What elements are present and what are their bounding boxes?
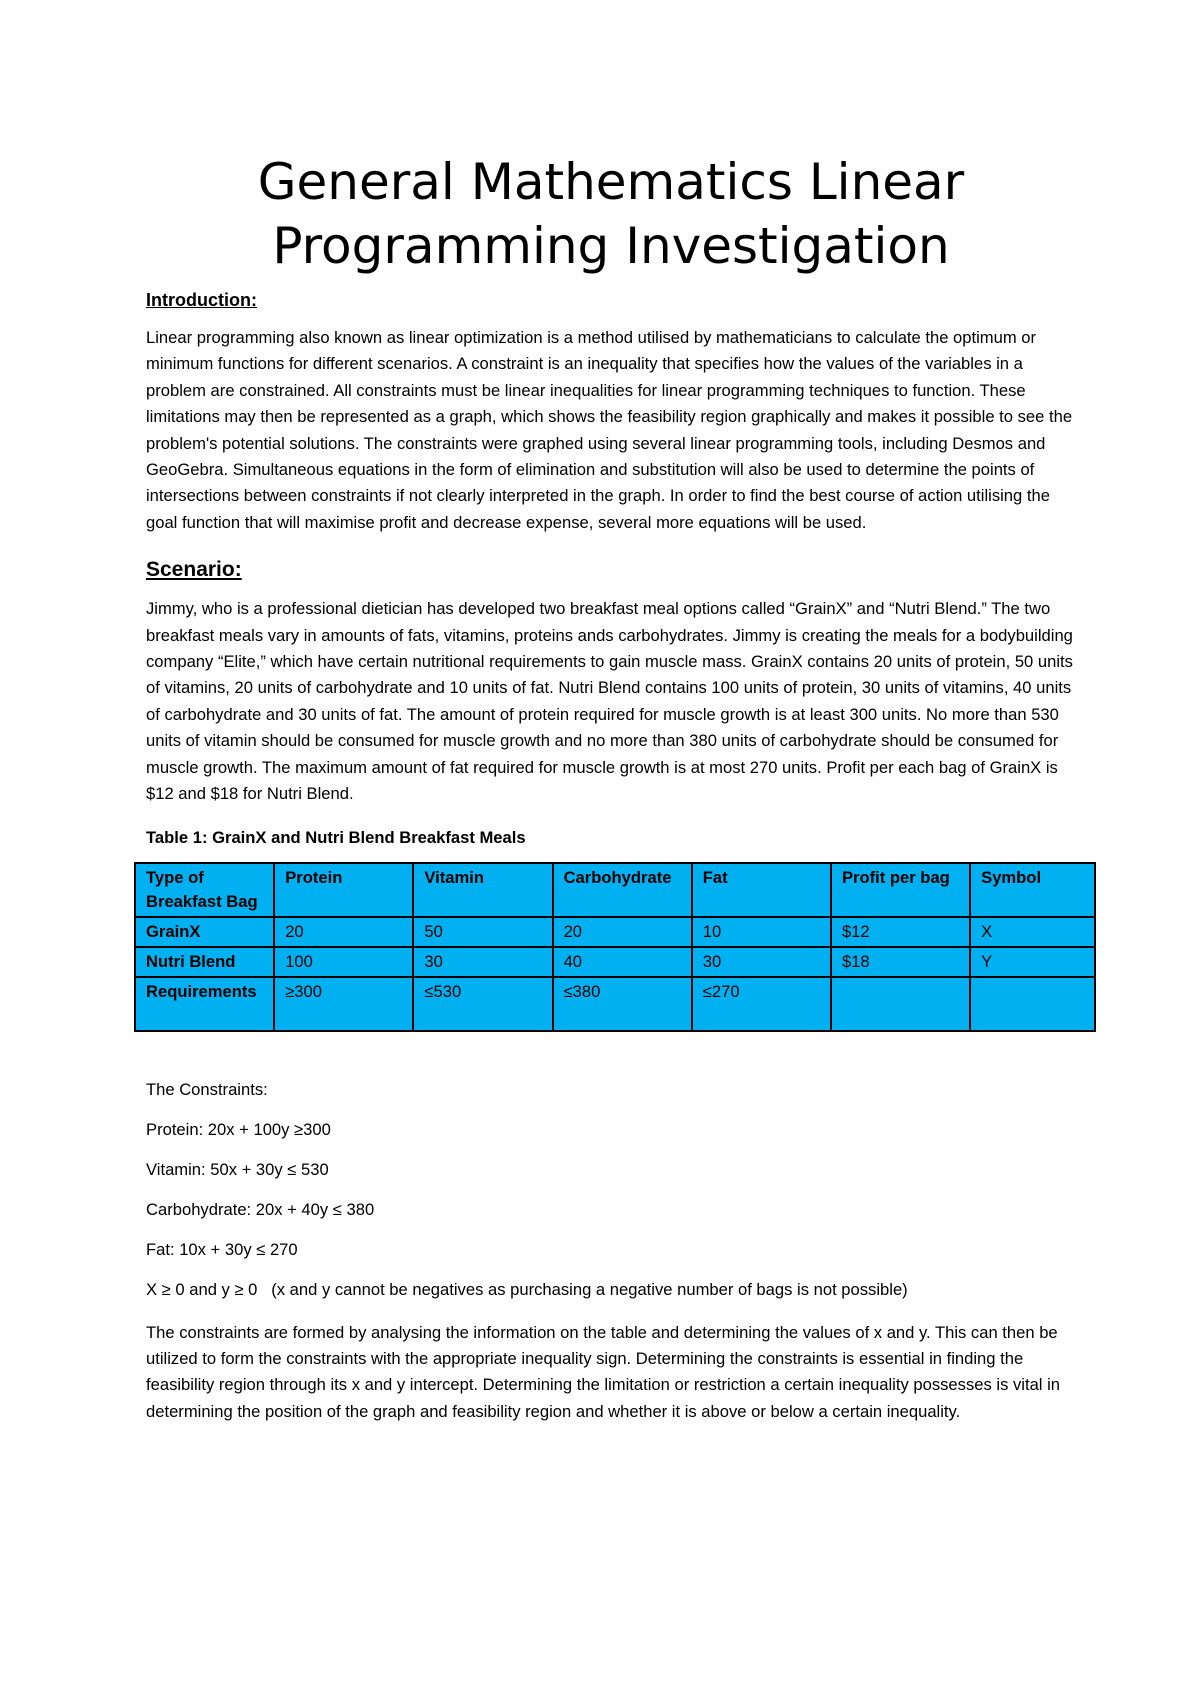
table-cell: Requirements xyxy=(135,977,274,1031)
constraints-explanation: The constraints are formed by analysing the information on the table and determining the values of x and y. This can then be utilized to form the constraints with the appropriate inequality sign. Determining the constraints is essential in finding the feasibility region through its x and y intercept. Determining the limitation or restriction a certain inequality possesses is vital in determining the position of the graph and feasibility region and whether it is above or below a certain inequality. xyxy=(146,1322,1061,1421)
table-cell: Y xyxy=(970,947,1095,977)
document-title xyxy=(146,150,1076,278)
table-cell: 20 xyxy=(274,917,413,947)
table-cell: X xyxy=(970,917,1095,947)
table-row xyxy=(135,947,1095,977)
table-caption: Table 1: GrainX and Nutri Blend Breakfast Meals xyxy=(146,827,526,847)
header-cell: Symbol xyxy=(970,863,1095,917)
header-cell: Vitamin xyxy=(413,863,552,917)
table-cell: Nutri Blend xyxy=(135,947,274,977)
table-cell: ≤530 xyxy=(413,977,552,1031)
table-cell: 30 xyxy=(413,947,552,977)
table-row xyxy=(135,917,1095,947)
table-row xyxy=(135,977,1095,1031)
protein-constraint: Protein: 20x + 100y ≥300 xyxy=(146,1119,331,1139)
table-cell: ≤270 xyxy=(692,977,831,1031)
table-cell: 100 xyxy=(274,947,413,977)
header-cell: Profit per bag xyxy=(831,863,970,917)
header-cell: Carbohydrate xyxy=(553,863,692,917)
title-line-1: General Mathematics Linear xyxy=(257,153,965,211)
document-page xyxy=(146,150,1076,1437)
carbohydrate-constraint: Carbohydrate: 20x + 40y ≤ 380 xyxy=(146,1199,375,1219)
table-cell: $18 xyxy=(831,947,970,977)
scenario-heading: Scenario: xyxy=(146,558,242,582)
table-cell: $12 xyxy=(831,917,970,947)
scenario-paragraph: Jimmy, who is a professional dietician has developed two breakfast meal options called “GrainX” and “Nutri Blend.” The two breakfast meals vary in amounts of fats, vitamins, proteins ands carbohydrates. Jimmy is creating the meals for a bodybuilding company “Elite,” which have certain nutritional requirements to gain muscle mass. GrainX contains 20 units of protein, 50 units of vitamins, 20 units of carbohydrate and 10 units of fat. Nutri Blend contains 100 units of protein, 30 units of vitamins, 40 units of carbohydrate and 30 units of fat. The amount of protein required for muscle growth is at least 300 units. No more than 530 units of vitamin should be consumed for muscle growth and no more than 380 units of carbohydrate should be consumed for muscle growth. The maximum amount of fat required for muscle growth is at most 270 units. Profit per each bag of GrainX is $12 and $18 for Nutri Blend. xyxy=(146,599,1073,804)
nonnegativity-constraint: X ≥ 0 and y ≥ 0 (x and y cannot be negatives as purchasing a negative number of bags is not possible) xyxy=(146,1279,908,1299)
table-cell: 10 xyxy=(692,917,831,947)
title-line-2: Programming Investigation xyxy=(272,217,950,275)
table-cell: 30 xyxy=(692,947,831,977)
breakfast-meals-table xyxy=(134,862,1096,1032)
table-cell: 40 xyxy=(553,947,692,977)
vitamin-constraint: Vitamin: 50x + 30y ≤ 530 xyxy=(146,1159,329,1179)
introduction-heading: Introduction: xyxy=(146,290,257,310)
introduction-paragraph: Linear programming also known as linear optimization is a method utilised by mathematicians to calculate the optimum or minimum functions for different scenarios. A constraint is an inequality that specifies how the values of the variables in a problem are constrained. All constraints must be linear inequalities for linear programming techniques to function. These limitations may then be represented as a graph, which shows the feasibility region graphically and makes it possible to see the problem's potential solutions. The constraints were graphed using several linear programming tools, including Desmos and GeoGebra. Simultaneous equations in the form of elimination and substitution will also be used to determine the points of intersections between constraints if not clearly interpreted in the graph. In order to find the best course of action utilising the goal function that will maximise profit and decrease expense, several more equations will be used. xyxy=(146,328,1073,532)
constraints-label: The Constraints: xyxy=(146,1079,268,1099)
header-cell: Protein xyxy=(274,863,413,917)
table-header-row xyxy=(135,863,1095,917)
table-cell xyxy=(970,977,1095,1031)
table-cell: 20 xyxy=(553,917,692,947)
header-cell: Type of Breakfast Bag xyxy=(135,863,274,917)
table-cell xyxy=(831,977,970,1031)
table-cell: GrainX xyxy=(135,917,274,947)
table-cell: ≥300 xyxy=(274,977,413,1031)
header-cell: Fat xyxy=(692,863,831,917)
table-cell: 50 xyxy=(413,917,552,947)
table-cell: ≤380 xyxy=(553,977,692,1031)
fat-constraint: Fat: 10x + 30y ≤ 270 xyxy=(146,1239,298,1259)
